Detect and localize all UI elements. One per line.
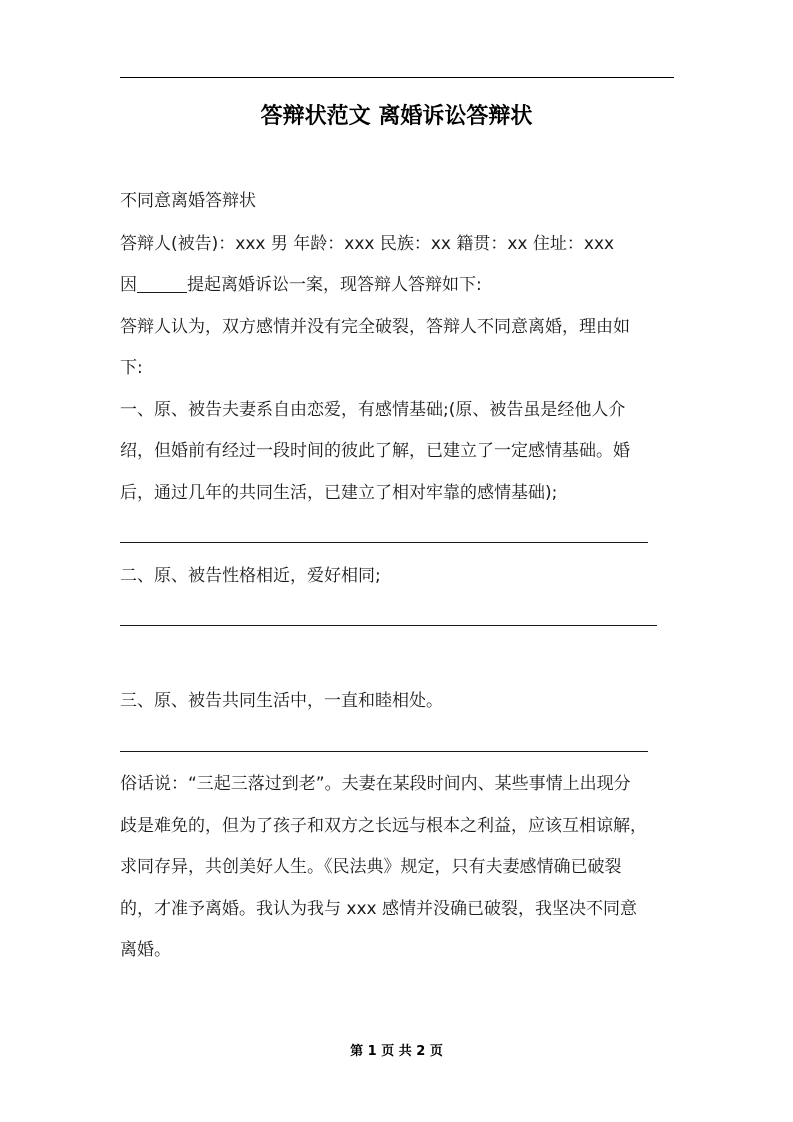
- conclusion-line: 求同存异，共创美好人生。《民法典》规定，只有夫妻感情确已破裂: [120, 857, 622, 877]
- fill-in-rule: [120, 751, 648, 752]
- statement-heading: 不同意离婚答辩状: [120, 191, 256, 211]
- reason-three-line: 三、原、被告共同生活中，一直和睦相处。: [120, 691, 443, 711]
- reason-one-line: 后，通过几年的共同生活，已建立了相对牢靠的感情基础);: [120, 483, 558, 503]
- header-rule: [120, 77, 674, 78]
- conclusion-line: 离婚。: [120, 940, 171, 960]
- fill-in-rule: [120, 625, 657, 626]
- document-title: 答辩状范文 离婚诉讼答辩状: [260, 104, 533, 129]
- fill-in-rule: [120, 542, 648, 543]
- reason-one-line: 绍，但婚前有经过一段时间的彼此了解，已建立了一定感情基础。婚: [120, 441, 630, 461]
- paragraph-line: 下:: [120, 358, 143, 378]
- plaintiff-blank: [137, 274, 187, 293]
- conclusion-line: 歧是难免的，但为了孩子和双方之长远与根本之利益，应该互相谅解，: [120, 816, 647, 836]
- cause-prefix: 因: [120, 275, 137, 295]
- case-intro-text: 提起离婚诉讼一案，现答辩人答辩如下:: [187, 275, 482, 295]
- conclusion-line: 俗话说：“三起三落过到老”。夫妻在某段时间内、某些事情上出现分: [120, 774, 631, 794]
- page-footer: 第 1 页 共 2 页: [350, 1044, 443, 1059]
- conclusion-line: 的，才准予离婚。我认为我与 xxx 感情并没确已破裂，我坚决不同意: [120, 899, 637, 919]
- case-intro-line: [120, 270, 680, 300]
- paragraph-line: 答辩人认为，双方感情并没有完全破裂，答辩人不同意离婚，理由如: [120, 317, 630, 337]
- respondent-info: 答辩人(被告)：xxx 男 年龄：xxx 民族：xx 籍贯：xx 住址：xxx: [120, 234, 615, 254]
- reason-two-line: 二、原、被告性格相近，爱好相同;: [120, 566, 381, 586]
- reason-one-line: 一、原、被告夫妻系自由恋爱，有感情基础;(原、被告虽是经他人介: [120, 400, 626, 420]
